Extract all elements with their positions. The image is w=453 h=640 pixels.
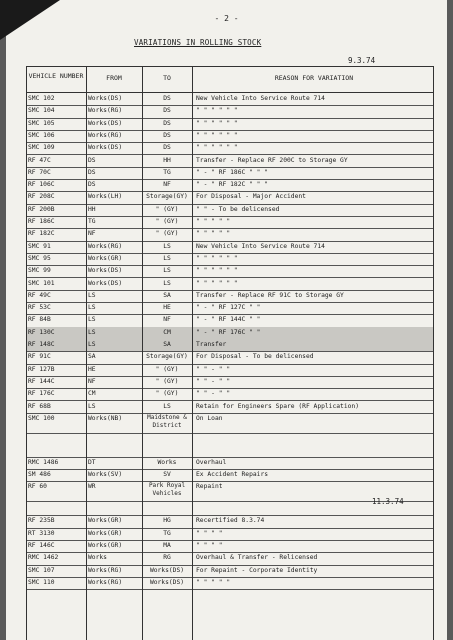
cell-reason: For Disposal - Major Accident xyxy=(196,193,306,201)
table-row xyxy=(26,290,434,303)
cell-vehicle: SMC 99 xyxy=(28,267,51,275)
col-header-vehicle: VEHICLE NUMBER xyxy=(28,72,84,80)
cell-to: DS xyxy=(163,119,171,127)
cell-from: Works(DS) xyxy=(88,267,123,275)
cell-from: Works(NB) xyxy=(88,414,123,422)
cell-vehicle: SMC 109 xyxy=(28,144,55,152)
table-row xyxy=(26,179,434,192)
table-row xyxy=(26,540,434,553)
cell-reason: " " " " " " xyxy=(196,131,238,139)
table-row xyxy=(26,364,434,377)
cell-reason: " " " " " " xyxy=(196,119,238,127)
cell-to: SA xyxy=(163,291,171,299)
cell-to: DS xyxy=(163,144,171,152)
cell-from: NF xyxy=(88,230,96,238)
table-row xyxy=(26,130,434,143)
table-row xyxy=(26,105,434,118)
cell-to: " (GY) xyxy=(155,390,179,398)
cell-reason: Transfer xyxy=(196,341,227,348)
cell-reason: New Vehicle Into Service Route 714 xyxy=(196,95,325,102)
cell-reason: Repaint xyxy=(196,483,223,491)
cell-to: LS xyxy=(163,254,171,262)
cell-to: RG xyxy=(163,554,171,562)
cell-reason: Retain for Engineers Spare (RF Application) xyxy=(196,402,360,410)
table-row xyxy=(26,528,434,541)
cell-from: TG xyxy=(88,218,96,225)
cell-reason: " " - " " xyxy=(196,390,231,398)
cell-from: DS xyxy=(88,181,96,189)
cell-to: " (GY) xyxy=(155,218,179,225)
cell-from: Works(DS) xyxy=(88,279,123,287)
cell-reason: Overhaul & Transfer - Relicensed xyxy=(196,554,318,562)
table-row xyxy=(26,565,434,578)
cell-reason: " - " RF 127C " " xyxy=(196,304,261,312)
cell-from: LS xyxy=(88,402,96,410)
cell-to: " (GY) xyxy=(155,230,179,238)
cell-vehicle: RF 91C xyxy=(28,353,51,361)
cell-reason: For Disposal - To be delicensed xyxy=(196,353,314,361)
cell-vehicle: RMC 1462 xyxy=(28,554,59,562)
cell-vehicle: RF 106C xyxy=(28,181,55,189)
page-number: - 2 - xyxy=(214,14,239,23)
table-row xyxy=(26,515,434,528)
table-row xyxy=(26,577,434,590)
cell-from: Works(RG) xyxy=(88,107,123,115)
cell-reason: " - " RF 176C " " xyxy=(196,328,261,336)
cell-to: Works xyxy=(157,458,177,466)
cell-vehicle: RF 49C xyxy=(28,291,51,299)
cell-from: HE xyxy=(88,365,96,373)
table-row xyxy=(26,339,434,352)
cell-from: Works(SV) xyxy=(88,471,123,479)
cell-to: NF xyxy=(163,181,171,189)
cell-reason: " " " " " xyxy=(196,218,231,225)
table-row xyxy=(26,433,434,458)
document-page xyxy=(6,0,447,640)
cell-reason: " - " RF 186C " " " xyxy=(196,168,269,176)
cell-reason: " " " " " xyxy=(196,578,231,586)
cell-from: WR xyxy=(88,483,96,491)
cell-from: LS xyxy=(88,304,96,312)
cell-to: SV xyxy=(163,471,171,479)
cell-from: NF xyxy=(88,377,96,385)
table-row xyxy=(26,413,434,434)
cell-reason: " " " " xyxy=(196,542,223,549)
cell-to: HH xyxy=(163,156,171,164)
cell-reason: For Repaint - Corporate Identity xyxy=(196,566,318,574)
cell-to: LS xyxy=(163,267,171,275)
cell-to: DS xyxy=(163,95,171,102)
cell-from: Works(RG) xyxy=(88,242,123,250)
cell-vehicle: RF 70C xyxy=(28,168,51,176)
cell-reason: " " " " " " xyxy=(196,144,238,152)
cell-to: " (GY) xyxy=(155,205,179,213)
cell-to: Works(DS) xyxy=(149,578,185,586)
cell-to: DS xyxy=(163,107,171,115)
cell-from: Works(DS) xyxy=(88,95,123,102)
table-row xyxy=(26,552,434,565)
cell-to: Works(DS) xyxy=(149,566,185,574)
cell-to: Storage(GY) xyxy=(146,353,188,361)
col-header-reason: REASON FOR VARIATION xyxy=(274,74,354,82)
cell-vehicle: RF 144C xyxy=(28,377,55,385)
cell-to: CM xyxy=(163,328,171,336)
cell-vehicle: RF 200B xyxy=(28,205,55,213)
cell-reason: Overhaul xyxy=(196,458,227,466)
cell-from: Works(DS) xyxy=(88,119,123,127)
cell-reason: Transfer - Replace RF 91C to Storage GY xyxy=(196,291,344,299)
cell-to: LS xyxy=(163,242,171,250)
cell-vehicle: RF 47C xyxy=(28,156,51,164)
cell-vehicle: RF 146C xyxy=(28,542,55,549)
table-row xyxy=(26,314,434,327)
cell-reason: New Vehicle Into Service Route 714 xyxy=(196,242,325,250)
cell-from: LS xyxy=(88,341,96,348)
cell-to: SA xyxy=(163,341,171,348)
table-row xyxy=(26,327,434,340)
cell-vehicle: RF 235B xyxy=(28,517,55,525)
cell-to: LS xyxy=(163,279,171,287)
cell-vehicle: RT 3130 xyxy=(28,529,55,537)
table-row xyxy=(26,191,434,204)
table-row xyxy=(26,142,434,155)
cell-vehicle: RF 60 xyxy=(28,483,47,491)
table-row xyxy=(26,351,434,364)
date-stamp-2: 11.3.74 xyxy=(372,497,404,506)
cell-from: DS xyxy=(88,156,96,164)
table-row xyxy=(26,93,434,106)
cell-from: Works(RG) xyxy=(88,131,123,139)
cell-vehicle: SMC 105 xyxy=(28,119,55,127)
cell-from: LS xyxy=(88,291,96,299)
cell-to: " (GY) xyxy=(155,377,179,385)
cell-to: Maidstone & District xyxy=(147,413,187,429)
cell-vehicle: RMC 1486 xyxy=(28,458,59,466)
cell-vehicle: RF 148C xyxy=(28,341,55,348)
cell-reason: Transfer - Replace RF 200C to Storage GY xyxy=(196,156,348,164)
table-row xyxy=(26,376,434,389)
cell-reason: " " " " " " xyxy=(196,107,238,115)
cell-vehicle: RF 53C xyxy=(28,304,51,312)
cell-reason: " " " " " " xyxy=(196,254,238,262)
table-row xyxy=(26,401,434,414)
cell-from: Works(RG) xyxy=(88,578,123,586)
cell-from: DT xyxy=(88,458,96,466)
table-row xyxy=(26,167,434,180)
table-row xyxy=(26,241,434,254)
table-row xyxy=(26,457,434,470)
table-row xyxy=(26,388,434,401)
table-row xyxy=(26,216,434,229)
cell-from: Works(GR) xyxy=(88,254,123,262)
cell-to: Storage(GY) xyxy=(146,193,188,201)
cell-to: " (GY) xyxy=(155,365,179,373)
col-header-from: FROM xyxy=(106,74,122,82)
cell-vehicle: RF 208C xyxy=(28,193,55,201)
col-header-to: TO xyxy=(163,74,171,82)
cell-to: HG xyxy=(163,517,171,525)
cell-from: CM xyxy=(88,390,96,398)
cell-from: Works(DS) xyxy=(88,144,123,152)
cell-from: Works(GR) xyxy=(88,517,123,525)
cell-vehicle: RF 176C xyxy=(28,390,55,398)
table-row xyxy=(26,253,434,266)
cell-to: NF xyxy=(163,316,171,324)
table-row xyxy=(26,118,434,131)
cell-vehicle: RF 130C xyxy=(28,328,55,336)
cell-vehicle: SMC 102 xyxy=(28,95,55,102)
cell-to: HE xyxy=(163,304,171,312)
cell-reason: Ex Accident Repairs xyxy=(196,471,269,479)
cell-vehicle: SMC 107 xyxy=(28,566,55,574)
cell-from: HH xyxy=(88,205,96,213)
cell-reason: " - " RF 182C " " " xyxy=(196,181,269,189)
cell-reason: " " " " " " xyxy=(196,267,238,275)
date-stamp: 9.3.74 xyxy=(348,56,376,65)
table-row xyxy=(26,278,434,291)
table-row xyxy=(26,204,434,217)
page-title: VARIATIONS IN ROLLING STOCK xyxy=(134,38,262,47)
cell-to: Park Royal Vehicles xyxy=(148,482,186,498)
cell-from: LS xyxy=(88,316,96,324)
cell-vehicle: RF 84B xyxy=(28,316,51,324)
cell-vehicle: SMC 95 xyxy=(28,254,51,262)
cell-reason: " " - " " xyxy=(196,377,231,385)
cell-from: Works(RG) xyxy=(88,566,123,574)
cell-from: Works(GR) xyxy=(88,529,123,537)
table-row xyxy=(26,469,434,482)
cell-vehicle: RF 127B xyxy=(28,365,55,373)
cell-reason: " - " RF 144C " " xyxy=(196,316,261,324)
cell-to: DS xyxy=(163,131,171,139)
cell-from: SA xyxy=(88,353,96,361)
table-row xyxy=(26,265,434,278)
cell-reason: " " - " " xyxy=(196,365,231,373)
cell-from: DS xyxy=(88,168,96,176)
cell-vehicle: SMC 106 xyxy=(28,131,55,139)
cell-from: Works(GR) xyxy=(88,542,123,549)
cell-to: LS xyxy=(163,402,171,410)
cell-from: Works xyxy=(88,554,107,562)
cell-vehicle: SM 486 xyxy=(28,471,51,479)
table-row xyxy=(26,155,434,168)
table-row xyxy=(26,228,434,241)
cell-vehicle: SMC 91 xyxy=(28,242,51,250)
cell-reason: Recertified 8.3.74 xyxy=(196,517,265,525)
table-row xyxy=(26,302,434,315)
cell-vehicle: RF 186C xyxy=(28,218,55,225)
scan-corner-shadow xyxy=(0,0,60,40)
cell-vehicle: SMC 101 xyxy=(28,279,55,287)
cell-reason: " " - To be delicensed xyxy=(196,205,280,213)
cell-vehicle: RF 182C xyxy=(28,230,55,238)
cell-reason: On Loan xyxy=(196,414,223,422)
cell-vehicle: SMC 100 xyxy=(28,414,55,422)
cell-to: MA xyxy=(163,542,171,549)
cell-to: TG xyxy=(163,529,171,537)
cell-reason: " " " " xyxy=(196,529,223,537)
cell-reason: " " " " " " xyxy=(196,279,238,287)
variations-table xyxy=(26,66,434,640)
cell-vehicle: SMC 104 xyxy=(28,107,55,115)
cell-reason: " " " " " xyxy=(196,230,231,238)
cell-vehicle: SMC 110 xyxy=(28,578,55,586)
cell-vehicle: RF 68B xyxy=(28,402,51,410)
cell-to: TG xyxy=(163,168,171,176)
cell-from: Works(LH) xyxy=(88,193,123,201)
cell-from: LS xyxy=(88,328,96,336)
